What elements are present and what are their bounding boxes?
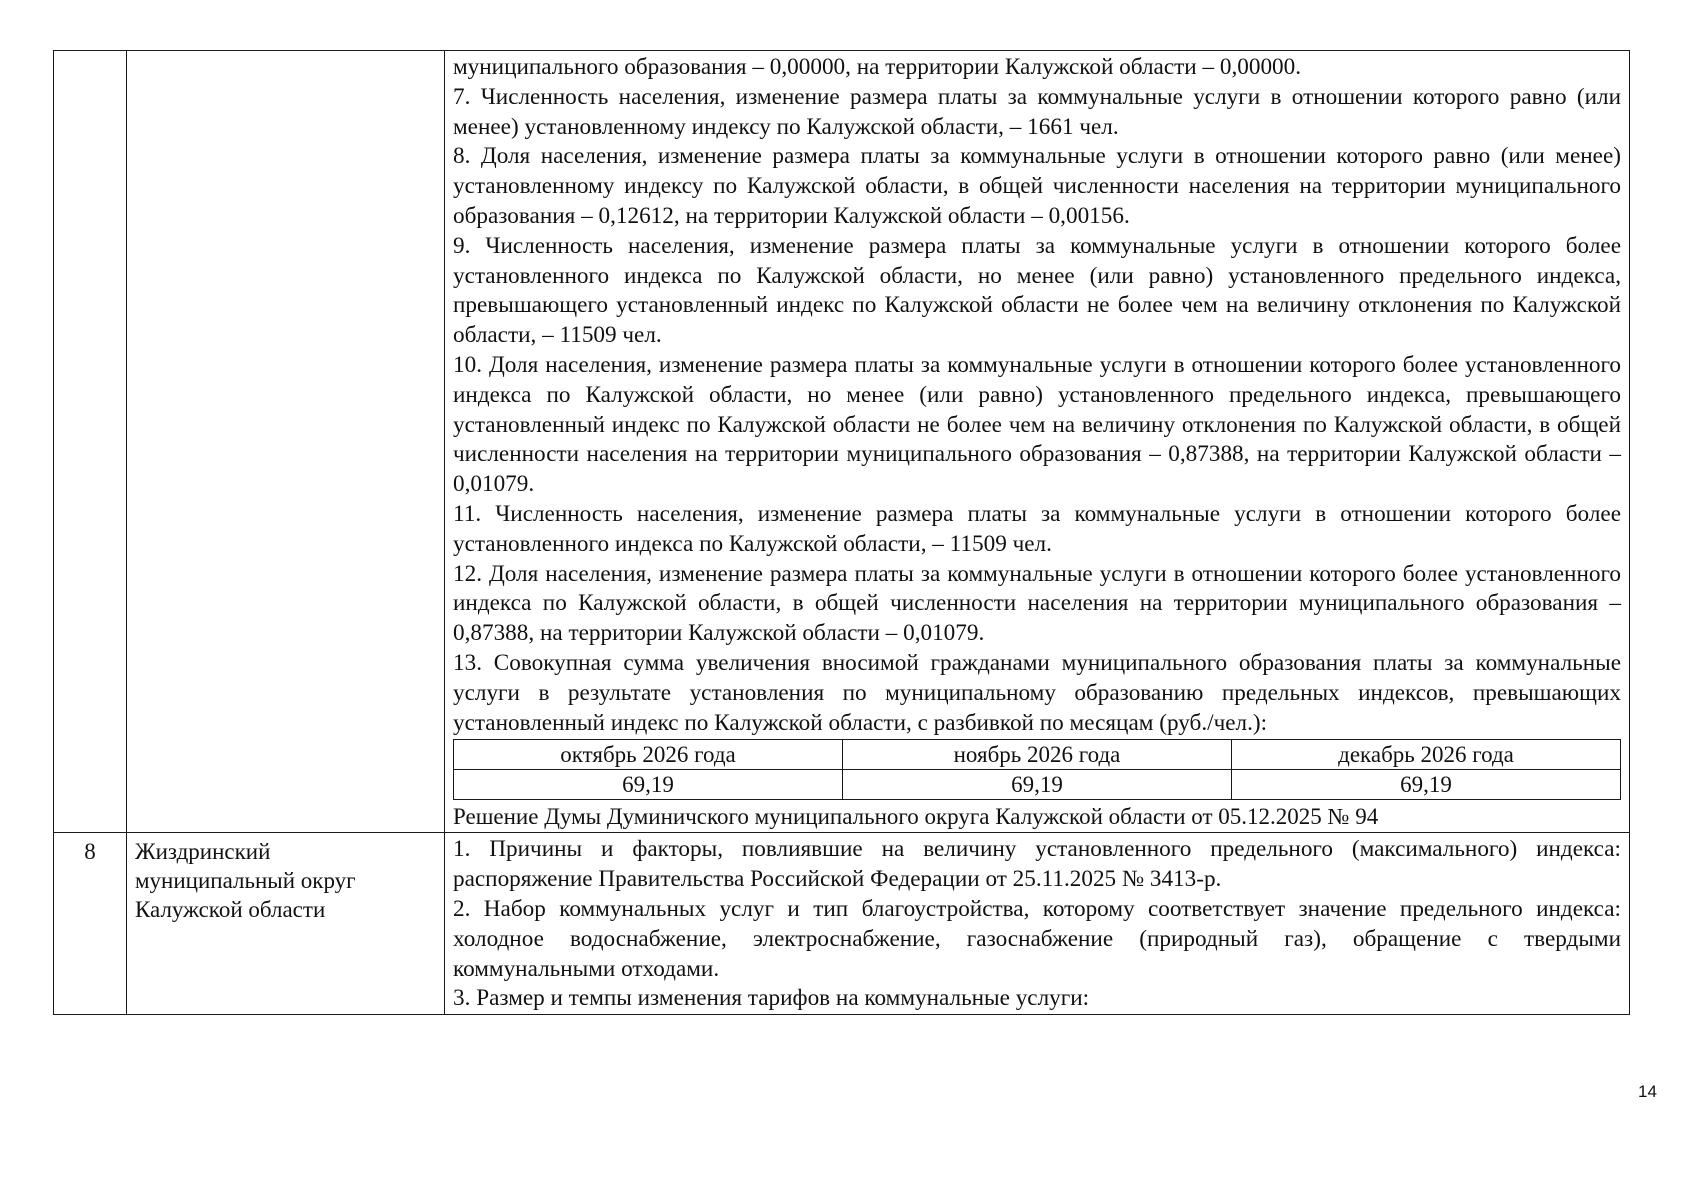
month-value-november: 69,19 — [843, 770, 1232, 800]
table-row-continued — [54, 51, 1630, 833]
row-number-cell: 8 — [54, 833, 127, 1015]
paragraph-8: 8. Доля населения, изменение размера платы за коммунальные услуги в отношении которого равно (или менее) установленному индексу по Калужской области, в общей численности населения на территории муниципального образования – 0,12612, на территории Калужской области – 0,00156. — [453, 143, 1621, 229]
table-row-8 — [54, 833, 1630, 1015]
paragraph-2: 2. Набор коммунальных услуг и тип благоустройства, которому соответствует значение предельного индекса: холодное водоснабжение, электроснабжение, газоснабжение (природный газ), обращение с твердыми коммунальными отходами. — [453, 895, 1621, 982]
paragraph-11: 11. Численность населения, изменение размера платы за коммунальные услуги в отношении которого более установленного индекса по Калужской области, – 11509 чел. — [453, 500, 1621, 557]
indicators-cell — [445, 833, 1630, 1015]
paragraph-12: 12. Доля населения, изменение размера платы за коммунальные услуги в отношении которого более установленного индекса по Калужской области, в общей численности населения на территории муниципального образования – 0,87388, на территории Калужской области – 0,01079. — [453, 560, 1621, 647]
paragraph-7: 7. Численность населения, изменение размера платы за коммунальные услуги в отношении которого равно (или менее) установленному индексу по Калужской области, – 1661 чел. — [453, 83, 1621, 140]
paragraph-13: 13. Совокупная сумма увеличения вносимой гражданами муниципального образования платы за коммунальные услуги в результате установления по муниципальному образованию предельных индексов, превышающих установленный индекс по Калужской области, с разбивкой по месяцам (руб./чел.): — [453, 649, 1621, 736]
paragraph: муниципального образования – 0,00000, на территории Калужской области – 0,00000. — [453, 54, 1302, 80]
months-header-row — [454, 740, 1621, 770]
month-header-december: декабрь 2026 года — [1232, 740, 1621, 770]
municipality-name-cell — [127, 51, 445, 833]
decision-reference: Решение Думы Думиничского муниципального округа Калужской области от 05.12.2025 № 94 — [453, 804, 1379, 830]
month-header-november: ноябрь 2026 года — [843, 740, 1232, 770]
indicators-cell — [445, 51, 1630, 833]
monthly-increase-table — [453, 739, 1621, 800]
month-value-december: 69,19 — [1232, 770, 1621, 800]
municipality-name-cell: Жиздринский муниципальный округ Калужской области — [127, 833, 445, 1015]
page-number: 14 — [1638, 1082, 1657, 1101]
paragraph-1: 1. Причины и факторы, повлиявшие на величину установленного предельного (максимального) индекса: распоряжение Правительства Российской Федерации от 25.11.2025 № 3413-р. — [453, 836, 1621, 893]
months-value-row — [454, 770, 1621, 800]
month-value-october: 69,19 — [454, 770, 843, 800]
month-header-october: октябрь 2026 года — [454, 740, 843, 770]
row-number-cell — [54, 51, 127, 833]
paragraph-9: 9. Численность населения, изменение размера платы за коммунальные услуги в отношении которого более установленного индекса по Калужской области, но менее (или равно) установленного предельного индекса, превышающего установленный индекс по Калужской области не более чем на величину отклонения по Калужской области, – 11509 чел. — [453, 232, 1621, 349]
paragraph-10: 10. Доля населения, изменение размера платы за коммунальные услуги в отношении которого более установленного индекса по Калужской области, но менее (или равно) установленного предельного индекса, превышающего установленный индекс по Калужской области не более чем на величину отклонения по Калужской области, в общей численности населения на территории муниципального образования – 0,87388, на территории Калужской области – 0,01079. — [453, 351, 1621, 498]
paragraph-3: 3. Размер и темпы изменения тарифов на коммунальные услуги: — [453, 985, 1090, 1012]
municipal-index-table — [53, 50, 1630, 1015]
